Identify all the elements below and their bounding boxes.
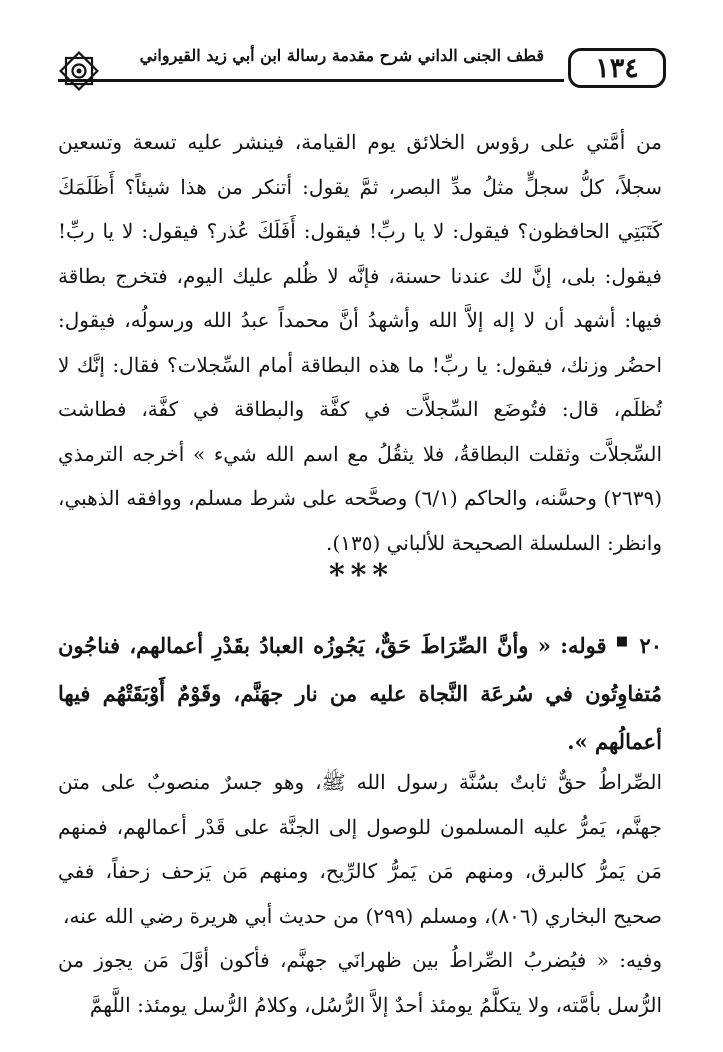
matn-paragraph — [58, 618, 662, 766]
section-marker: ■ — [615, 634, 631, 649]
section-text: : « وأنَّ الصِّرَاطَ حَقٌّ، يَجُوزُه العبادُ بقَدْرِ أعمالهم، فناجُون مُتفاوِتُون في سُرعَة النَّجاة عليه من نار جهَنَّم، وقَوْمٌ أَوْبَقَتْهُم فيها أعمالُهم ». — [58, 633, 662, 754]
section-label: قوله — [567, 633, 607, 658]
eight-point-star-icon — [58, 50, 100, 92]
hadith-paragraph: من أمَّتي على رؤوس الخلائق يوم القيامة، فينشر عليه تسعة وتسعين سجلاً، كلُّ سجلٍّ مثلُ مدِّ البصر، ثمَّ يقول: أتنكر من هذا شيئاً؟ أَظَلَمَكَ كَتَبَتِي الحافظون؟ فيقول: لا يا ربِّ! فيقول: أَفَلَكَ عُذر؟ فيقول: لا يا ربِّ! فيقول: بلى، إنَّ لك عندنا حسنة، فإنَّه لا ظُلم عليك اليوم، فتخرج بطاقة فيها: أشهد أن لا إله إلاَّ الله وأشهدُ أنَّ محمداً عبدُ الله ورسولُه، فيقول: احضُر وزنك، فيقول: يا ربِّ! ما هذه البطاقة أمام السِّجلات؟ فقال: إنَّك لا تُظلَم، قال: فتُوضَع السِّجلاَّت في كفَّة والبطاقة في كفَّة، فطاشت السِّجلاَّت وثقلت البطاقةُ، فلا يثقُلُ مع اسم الله شيء » أخرجه الترمذي (٢٦٣٩) وحسَّنه، والحاكم (٦/١) وصحَّحه على شرط مسلم، ووافقه الذهبي، وانظر: السلسلة الصحيحة للألباني (١٣٥). — [58, 130, 662, 555]
commentary-paragraph-2: وفيه: « فيُضربُ الصِّراطُ بين ظهرانَي جهنَّم، فأكون أوَّلَ مَن يجوز من الرُّسل بأمَّته، ولا يتكلَّمُ يومئذ أحدٌ إلاَّ الرُّسُل، وكلامُ الرُّسل يومئذ: اللَّهمَّ — [58, 948, 662, 1017]
book-title: قطف الجنى الداني شرح مقدمة رسالة ابن أبي زيد القيرواني — [139, 46, 544, 65]
commentary-paragraph-1: الصِّراطُ حقٌّ ثابتٌ بسُنَّة رسول الله ﷺ، وهو جسرٌ منصوبٌ على متن جهنَّم، يَمرُّ عليه المسلمون للوصول إلى الجنَّة على قَدْر أعمالهم، فمنهم مَن يَمرُّ كالبرق، ومنهم مَن يَمرُّ كالرِّيح، ومنهم مَن يَزحف زحفاً، ففي صحيح البخاري (٨٠٦)، ومسلم (٢٩٩) من حديث أبي هريرة رضي الله عنه، — [58, 770, 662, 928]
hadith-text-block — [58, 120, 662, 565]
page-number: ١٣٤ — [595, 52, 639, 84]
matn-section — [58, 618, 662, 766]
page-number-box — [568, 48, 666, 88]
commentary-block — [58, 760, 662, 1027]
header-rule — [58, 79, 564, 82]
page-header — [58, 42, 666, 96]
section-separator: *** — [328, 558, 395, 593]
section-number: ٢٠ — [639, 633, 663, 658]
